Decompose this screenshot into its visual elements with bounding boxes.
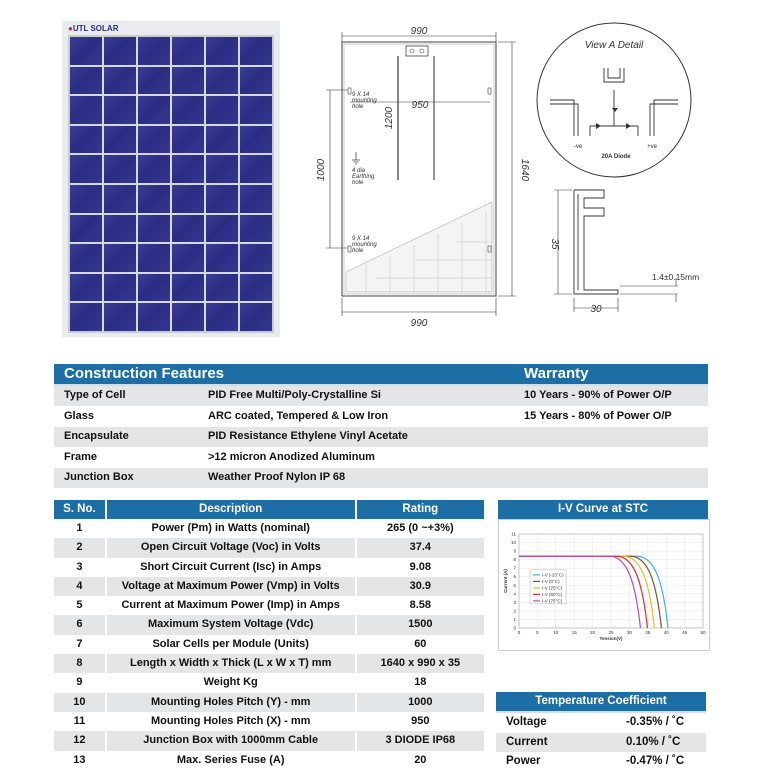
spec-sno: 3	[54, 558, 107, 577]
spec-row	[54, 635, 484, 654]
solar-cell	[70, 215, 102, 243]
x-tick-label: 20	[590, 630, 596, 635]
solar-cell	[138, 126, 170, 154]
spec-sno: 13	[54, 751, 107, 770]
solar-cell	[70, 67, 102, 95]
profile-width: 30	[590, 304, 602, 315]
spec-row	[54, 538, 484, 557]
solar-cell	[104, 37, 136, 65]
solar-panel-image	[62, 21, 280, 337]
construction-row	[54, 427, 708, 448]
spec-rating: 1500	[408, 618, 433, 631]
construction-label: Encapsulate	[64, 430, 129, 442]
y-axis-label: Current (A)	[503, 569, 508, 593]
spec-rating: 18	[414, 676, 427, 689]
solar-cell	[240, 244, 272, 272]
solar-cell	[240, 37, 272, 65]
x-tick-label: 35	[645, 630, 651, 635]
temperature-label: Current	[506, 735, 548, 748]
temperature-row	[496, 713, 706, 733]
solar-cell	[206, 155, 238, 183]
solar-cell	[138, 215, 170, 243]
spec-row	[54, 693, 484, 712]
y-tick-label: 5	[513, 582, 516, 588]
spec-rating: 1640 x 990 x 35	[380, 657, 461, 670]
spec-rating: 950	[411, 714, 430, 727]
spec-sno: 4	[54, 577, 107, 596]
spec-sno: 10	[54, 693, 107, 712]
solar-cell	[172, 67, 204, 95]
legend-label: I-V (0°C)	[542, 578, 560, 584]
x-axis-label: Tension(V)	[599, 636, 623, 641]
y-tick-label: 10	[510, 540, 516, 546]
temperature-label: Voltage	[506, 716, 547, 728]
temperature-value: -0.47% / ˚C	[626, 755, 685, 767]
solar-cell	[172, 37, 204, 65]
x-tick-label: 40	[663, 630, 669, 635]
spec-description: Junction Box with 1000mm Cable	[107, 731, 357, 750]
construction-value: ARC coated, Tempered & Low Iron	[208, 409, 389, 422]
solar-cell	[206, 244, 238, 272]
spec-sno: 6	[54, 615, 107, 634]
solar-cell	[70, 155, 102, 183]
spec-sno: 12	[54, 731, 107, 750]
solar-cell	[240, 155, 272, 183]
solar-cell	[138, 303, 170, 331]
pos-terminal-label: +ve	[647, 144, 657, 150]
spec-sno: 7	[54, 635, 107, 654]
warranty-value: 15 Years - 80% of Power O/P	[524, 409, 672, 422]
solar-cell	[206, 303, 238, 331]
construction-value: Weather Proof Nylon IP 68	[208, 471, 346, 483]
spec-sno: 9	[54, 673, 107, 692]
solar-cell	[138, 37, 170, 65]
spec-sno: 5	[54, 596, 107, 615]
solar-cell	[138, 67, 170, 95]
spec-description: Mounting Holes Pitch (X) - mm	[107, 712, 357, 731]
spec-row	[54, 615, 484, 634]
temperature-title: Temperature Coefficient	[496, 692, 706, 713]
solar-cell	[104, 274, 136, 302]
solar-cell	[104, 155, 136, 183]
header-rating: Rating	[402, 503, 439, 515]
solar-cell	[172, 96, 204, 124]
solar-cell	[240, 185, 272, 213]
solar-cell	[240, 67, 272, 95]
construction-features-table	[54, 364, 708, 489]
solar-cell	[240, 96, 272, 124]
spec-sno: 8	[54, 654, 107, 673]
solar-cell	[206, 215, 238, 243]
solar-cell	[104, 303, 136, 331]
solar-cell	[70, 274, 102, 302]
construction-row	[54, 407, 708, 428]
solar-cell	[172, 185, 204, 213]
spec-sno: 1	[54, 519, 107, 538]
legend-label: I-V (25°C)	[542, 585, 563, 591]
solar-cell	[206, 274, 238, 302]
brand-logo: ●UTL SOLAR	[68, 24, 119, 33]
x-tick-label: 25	[608, 630, 614, 635]
spec-description: Open Circuit Voltage (Voc) in Volts	[107, 538, 357, 557]
spec-rating: 60	[414, 637, 427, 650]
construction-value: >12 micron Anodized Aluminum	[208, 450, 375, 463]
solar-cell	[206, 67, 238, 95]
solar-cell	[172, 215, 204, 243]
spec-description: Maximum System Voltage (Vdc)	[107, 615, 357, 634]
construction-title: Construction Features	[64, 365, 225, 382]
iv-curve-chart	[499, 520, 709, 650]
solar-cell-grid	[70, 37, 272, 331]
diode-label: 20A Diode	[601, 154, 631, 160]
spec-rating: 265 (0 ~+3%)	[386, 522, 454, 534]
spec-rating: 1000	[408, 695, 433, 708]
spec-rating: 8.58	[409, 599, 432, 612]
solar-cell	[104, 126, 136, 154]
x-tick-label: 15	[571, 630, 577, 635]
y-tick-label: 0	[513, 625, 516, 631]
y-tick-label: 1	[513, 616, 516, 622]
x-tick-label: 45	[682, 630, 688, 635]
spec-sno: 11	[54, 712, 107, 731]
solar-cell	[138, 155, 170, 183]
solar-cell	[70, 303, 102, 331]
legend-label: I-V (75°C)	[542, 598, 563, 604]
spec-description: Length x Width x Thick (L x W x T) mm	[107, 654, 357, 673]
construction-label: Glass	[64, 409, 94, 422]
iv-curve-panel	[498, 500, 708, 650]
temperature-row	[496, 733, 706, 753]
temperature-label: Power	[506, 755, 541, 767]
solar-cell	[240, 215, 272, 243]
solar-cell	[104, 67, 136, 95]
construction-row	[54, 468, 708, 489]
construction-header	[54, 364, 708, 386]
header-sno: S. No.	[54, 500, 107, 519]
construction-label: Frame	[64, 450, 98, 463]
legend-label: I-V (50°C)	[542, 591, 563, 597]
solar-cell	[70, 126, 102, 154]
spec-rating: 20	[414, 753, 427, 766]
solar-cell	[104, 215, 136, 243]
temperature-row	[496, 752, 706, 772]
solar-cell	[206, 185, 238, 213]
solar-cell	[70, 185, 102, 213]
solar-cell	[138, 185, 170, 213]
solar-cell	[206, 126, 238, 154]
construction-label: Type of Cell	[64, 389, 126, 401]
spec-description: Current at Maximum Power (Imp) in Amps	[107, 596, 357, 615]
electrical-specs-table	[54, 500, 484, 770]
spec-row	[54, 558, 484, 577]
y-tick-label: 2	[513, 608, 516, 614]
profile-height: 35	[549, 238, 560, 250]
dim-junction-cable: 1200	[384, 106, 395, 130]
construction-value: PID Resistance Ethylene Vinyl Acetate	[208, 430, 408, 442]
spec-rating: 30.9	[409, 579, 432, 592]
mounting-hole-label-top: 9 X 14 mounting hole	[352, 92, 377, 110]
spec-rating: 9.08	[409, 560, 432, 573]
profile-thickness: 1.4±0.15mm	[652, 272, 700, 282]
construction-row	[54, 448, 708, 469]
spec-row	[54, 596, 484, 615]
x-tick-label: 50	[700, 630, 706, 635]
frame-profile-drawing	[548, 186, 708, 316]
spec-description: Solar Cells per Module (Units)	[107, 635, 357, 654]
x-tick-label: 10	[553, 630, 559, 635]
spec-description: Mounting Holes Pitch (Y) - mm	[107, 693, 357, 712]
solar-cell	[70, 244, 102, 272]
warranty-title: Warranty	[524, 365, 589, 382]
earthing-hole-label: 4 dia Earthing hole	[352, 168, 375, 186]
iv-curve-title: I-V Curve at STC	[498, 500, 708, 519]
warranty-value: 10 Years - 90% of Power O/P	[524, 389, 672, 401]
solar-cell	[172, 155, 204, 183]
spec-row	[54, 577, 484, 596]
solar-cell	[104, 244, 136, 272]
temperature-coefficient-table	[496, 692, 706, 772]
dimension-drawing	[316, 20, 536, 340]
spec-rating: 3 DIODE IP68	[385, 734, 456, 747]
solar-cell	[70, 37, 102, 65]
spec-rating: 37.4	[409, 541, 432, 554]
y-tick-label: 7	[513, 565, 516, 571]
spec-row	[54, 673, 484, 692]
solar-cell	[70, 96, 102, 124]
solar-cell	[138, 244, 170, 272]
y-tick-label: 8	[513, 557, 516, 563]
solar-cell	[240, 303, 272, 331]
solar-cell	[104, 185, 136, 213]
specs-header	[54, 500, 484, 519]
spec-description: Power (Pm) in Watts (nominal)	[107, 519, 357, 538]
solar-cell	[206, 37, 238, 65]
solar-cell	[206, 96, 238, 124]
mounting-hole-label-bottom: 9 X 14 mounting hole	[352, 236, 377, 254]
solar-cell	[138, 274, 170, 302]
spec-row	[54, 712, 484, 731]
y-tick-label: 4	[513, 591, 516, 597]
dim-hole-pitch-x: 950	[411, 100, 429, 111]
view-a-title: View A Detail	[584, 40, 644, 51]
y-tick-label: 3	[513, 599, 516, 605]
y-tick-label: 11	[511, 531, 516, 537]
temperature-value: 0.10% / ˚C	[626, 735, 681, 748]
y-tick-label: 6	[513, 574, 516, 580]
construction-value: PID Free Multi/Poly-Crystalline Si	[208, 389, 381, 401]
spec-row	[54, 519, 484, 538]
solar-cell	[138, 96, 170, 124]
x-tick-label: 0	[517, 630, 521, 635]
header-description: Description	[107, 500, 357, 519]
x-tick-label: 5	[536, 630, 539, 635]
x-tick-label: 30	[626, 630, 632, 635]
solar-cell	[172, 303, 204, 331]
solar-cell	[172, 274, 204, 302]
dim-top-width: 990	[410, 26, 428, 37]
solar-cell	[240, 126, 272, 154]
solar-cell	[104, 96, 136, 124]
solar-cell	[172, 126, 204, 154]
spec-description: Voltage at Maximum Power (Vmp) in Volts	[107, 577, 357, 596]
construction-row	[54, 386, 708, 407]
construction-label: Junction Box	[64, 471, 134, 483]
spec-sno: 2	[54, 538, 107, 557]
dim-bottom-width: 990	[410, 318, 428, 329]
neg-terminal-label: -ve	[573, 144, 583, 150]
temperature-value: -0.35% / ˚C	[626, 716, 685, 728]
spec-description: Max. Series Fuse (A)	[107, 751, 357, 770]
dim-height: 1640	[519, 158, 530, 182]
dim-hole-pitch-y: 1000	[316, 158, 327, 182]
spec-description: Short Circuit Current (Isc) in Amps	[107, 558, 357, 577]
spec-row	[54, 731, 484, 750]
spec-description: Weight Kg	[107, 673, 357, 692]
solar-cell	[240, 274, 272, 302]
y-tick-label: 9	[513, 548, 516, 554]
view-a-detail	[534, 20, 694, 180]
spec-row	[54, 654, 484, 673]
legend-label: I-V (-25°C)	[542, 572, 564, 578]
spec-row	[54, 751, 484, 770]
solar-cell	[172, 244, 204, 272]
